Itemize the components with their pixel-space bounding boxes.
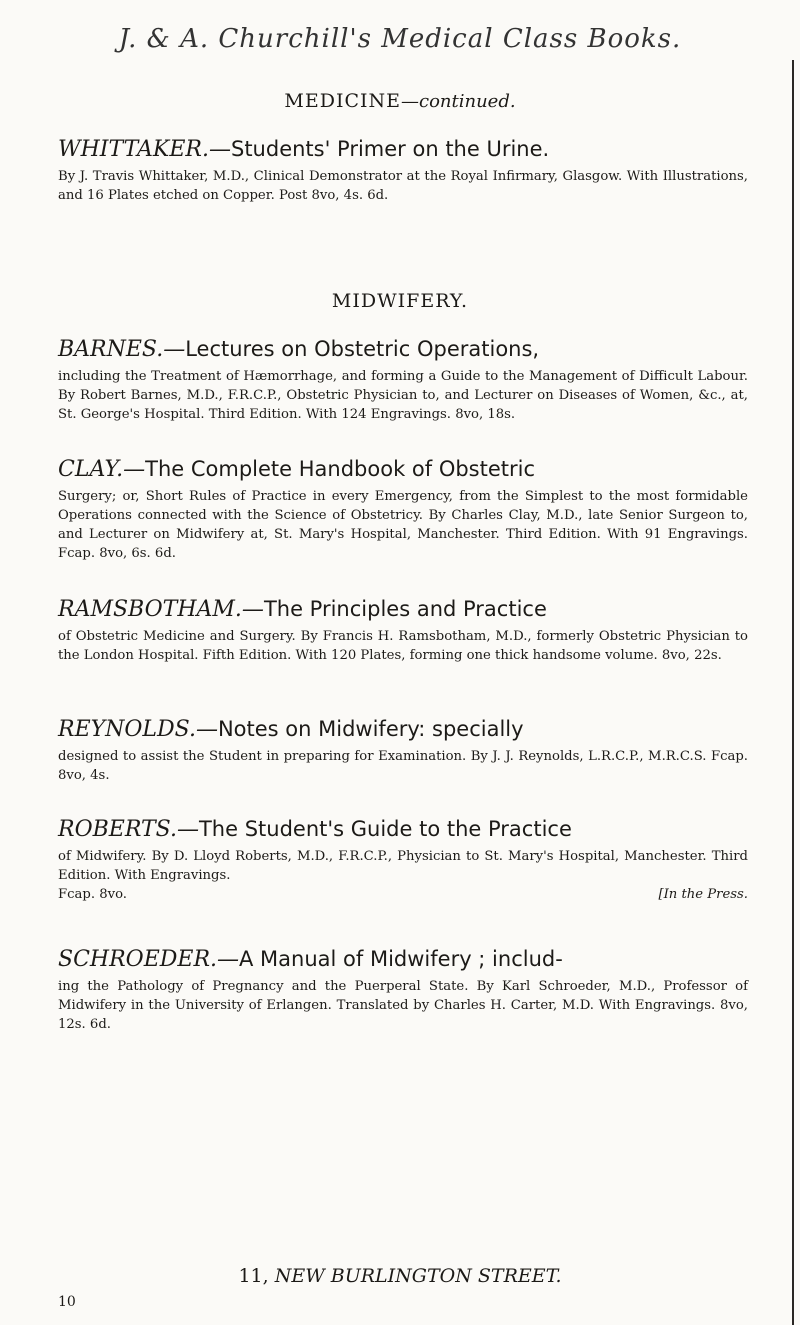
entry-description: including the Treatment of Hæmorrhage, and forming a Guide to the Management of Difficult Labour. By Robert Barnes, M.D., F.R.C.P., Obstetric Physician to, and Lecturer on Diseases of Women, &c., at, St. George's Hospital. Third Edition. With 124 Engravings. 8vo, 18s. <box>58 369 748 422</box>
entry-description: designed to assist the Student in preparing for Examination. By J. J. Reynolds, L.R.C.P., M.R.C.S. Fcap. 8vo, 4s. <box>58 749 748 783</box>
entry-book-title: The Student's Guide to the Practice <box>198 817 572 841</box>
entry-author: SCHROEDER.— <box>58 947 240 972</box>
entry-title <box>58 134 748 165</box>
section-heading-medicine <box>0 90 800 112</box>
section-heading-text: MEDICINE <box>284 90 401 112</box>
footer-number: 11, <box>238 1265 269 1287</box>
entry-reynolds <box>58 714 748 785</box>
entry-description: ing the Pathology of Pregnancy and the Puerperal State. By Karl Schroeder, M.D., Professor of Midwifery in the University of Erlangen. Translated by Charles H. Carter, M.D. With Engravings. 8vo, 12s. 6d. <box>58 979 748 1032</box>
entry-title <box>58 814 748 845</box>
entry-press-note: [In the Press. <box>658 887 748 902</box>
entry-book-title: The Principles and Practice <box>263 597 547 621</box>
entry-author: REYNOLDS.— <box>58 717 218 742</box>
entry-barnes <box>58 334 748 424</box>
entry-description: of Obstetric Medicine and Surgery. By Francis H. Ramsbotham, M.D., formerly Obstetric Physician to the London Hospital. Fifth Edition. With 120 Plates, forming one thick handsome volume. 8vo, 22s. <box>58 629 748 663</box>
page-number: 10 <box>58 1294 76 1310</box>
entry-author: CLAY.— <box>58 457 146 482</box>
entry-clay <box>58 454 748 563</box>
entry-book-title: Students' Primer on the Urine. <box>230 137 550 161</box>
entry-book-title: The Complete Handbook of Obstetric <box>145 457 536 481</box>
section-continued: —continued. <box>401 91 516 112</box>
running-head: J. & A. Churchill's Medical Class Books. <box>118 24 682 54</box>
entry-book-title: A Manual of Midwifery ; includ- <box>239 947 563 971</box>
entry-last-line <box>58 885 748 904</box>
section-heading-text: MIDWIFERY. <box>331 290 469 312</box>
entry-book-title: Lectures on Obstetric Operations, <box>185 337 540 361</box>
entry-title <box>58 334 748 365</box>
entry-roberts <box>58 814 748 904</box>
entry-format: Fcap. 8vo. <box>58 887 127 902</box>
entry-description: Surgery; or, Short Rules of Practice in every Emergency, from the Simplest to the most formidable Operations connected with the Science of Obstetricy. By Charles Clay, M.D., late Senior Surgeon to, and Lecturer on Midwifery at, St. Mary's Hospital, Manchester. Third Edition. With 91 Engravings. Fcap. 8vo, 6s. 6d. <box>58 489 748 561</box>
entry-title <box>58 594 748 625</box>
entry-description <box>58 847 748 904</box>
entry-description: By J. Travis Whittaker, M.D., Clinical Demonstrator at the Royal Infirmary, Glasgow. With Illustrations, and 16 Plates etched on Copper. Post 8vo, 4s. 6d. <box>58 169 748 203</box>
footer-address <box>0 1265 800 1287</box>
footer-street: NEW BURLINGTON STREET. <box>274 1265 562 1287</box>
entry-author: ROBERTS.— <box>58 817 199 842</box>
entry-author: WHITTAKER.— <box>58 137 231 162</box>
entry-author: BARNES.— <box>58 337 186 362</box>
entry-book-title: Notes on Midwifery: specially <box>217 717 524 741</box>
entry-schroeder <box>58 944 748 1034</box>
section-heading-midwifery <box>0 290 800 312</box>
entry-title <box>58 454 748 485</box>
entry-whittaker <box>58 134 748 205</box>
page-edge-rule <box>792 60 794 1325</box>
entry-author: RAMSBOTHAM.— <box>58 597 264 622</box>
entry-title <box>58 714 748 745</box>
entry-title <box>58 944 748 975</box>
entry-description-text: of Midwifery. By D. Lloyd Roberts, M.D., F.R.C.P., Physician to St. Mary's Hospital, Manchester. Third Edition. With Engravings. <box>58 849 748 883</box>
entry-ramsbotham <box>58 594 748 665</box>
